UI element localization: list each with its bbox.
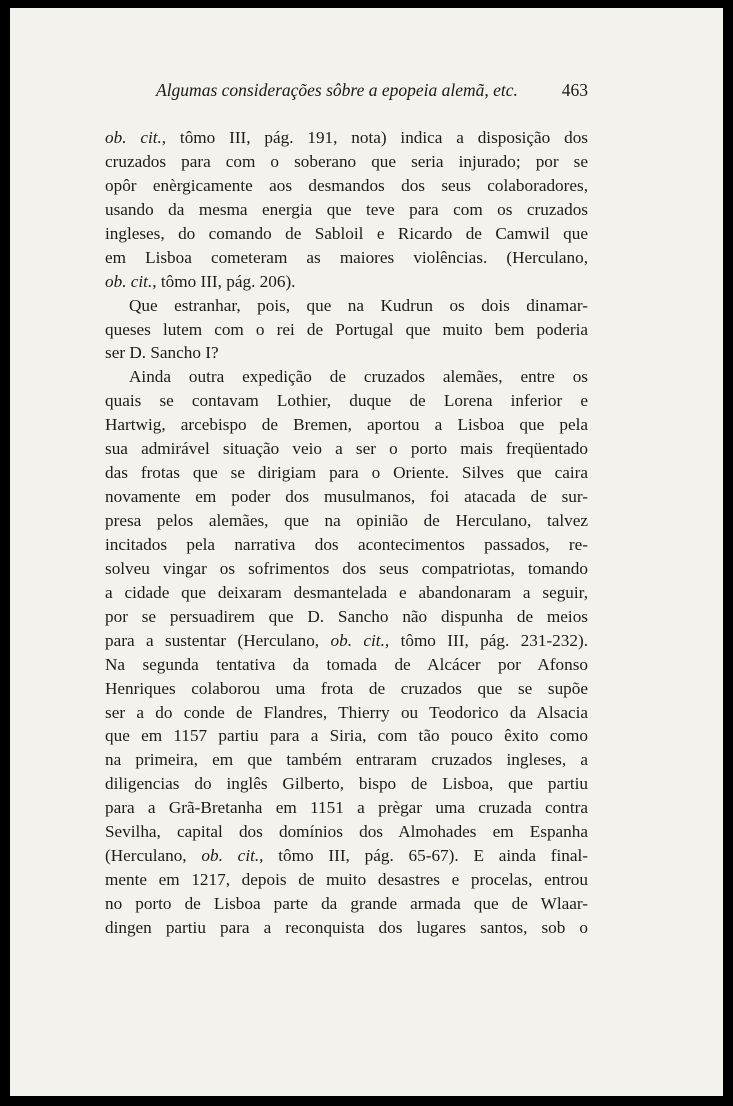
text-line: solveu vingar os sofrimentos dos seus compatriotas, tomando bbox=[105, 558, 588, 578]
citation-italic: ob. cit. bbox=[105, 128, 162, 147]
page-number: 463 bbox=[561, 80, 588, 100]
citation-italic: ob. cit. bbox=[105, 271, 153, 291]
body-text bbox=[105, 126, 588, 940]
running-header bbox=[146, 78, 594, 108]
text-line: usando da mesma energia que teve para com os cruzados bbox=[105, 199, 588, 219]
text-span: para a sustentar (Herculano, bbox=[105, 630, 331, 650]
text-line bbox=[105, 629, 588, 653]
text-line: mente em 1217, depois de muito desastres e procelas, entrou bbox=[105, 870, 588, 890]
paragraph-start-line: Que estranhar, pois, que na Kudrun os dois dinamar- bbox=[129, 295, 588, 315]
text-line: diligencias do inglês Gilberto, bispo de Lisboa, que partiu bbox=[105, 774, 588, 794]
citation-italic: ob. cit., bbox=[201, 846, 264, 866]
text-line: das frotas que se dirigiam para o Oriente. Silves que caira bbox=[105, 463, 588, 483]
text-line: Na segunda tentativa da tomada de Alcácer por Afonso bbox=[105, 654, 588, 674]
text-line bbox=[105, 126, 588, 150]
text-line: opôr enèrgicamente aos desmandos dos seus colaboradores, bbox=[105, 175, 588, 195]
text-line: em Lisboa cometeram as maiores violências. (Herculano, bbox=[105, 247, 588, 267]
text-span: tômo III, pág. 65-67). E ainda final- bbox=[263, 846, 588, 866]
text-span: tômo III, pág. 231-232). bbox=[389, 630, 588, 650]
text-line: por se persuadirem que D. Sancho não dispunha de meios bbox=[105, 606, 588, 626]
text-line: Hartwig, arcebispo de Bremen, aportou a Lisboa que pela bbox=[105, 415, 588, 435]
text-line: ser D. Sancho I? bbox=[105, 343, 219, 363]
text-line: para a Grã-Bretanha em 1151 a prègar uma cruzada contra bbox=[105, 798, 588, 818]
text-line: sua admirável situação veio a ser o porto mais freqüentado bbox=[105, 439, 588, 459]
citation-italic: ob. cit., bbox=[330, 630, 390, 650]
text-line: a cidade que deixaram desmantelada e abandonaram a seguir, bbox=[105, 582, 588, 602]
paragraph-start-line: Ainda outra expedição de cruzados alemães, entre os bbox=[129, 367, 588, 387]
text-line: cruzados para com o soberano que seria injurado; por se bbox=[105, 151, 588, 171]
text-line: Henriques colaborou uma frota de cruzados que se supõe bbox=[105, 678, 588, 698]
text-line: presa pelos alemães, que na opinião de Herculano, talvez bbox=[105, 511, 588, 530]
text-line: novamente em poder dos musulmanos, foi atacada de sur- bbox=[105, 487, 588, 507]
text-line: ser a do conde de Flandres, Thierry ou Teodorico da Alsacia bbox=[105, 702, 588, 722]
text-span: (Herculano, bbox=[105, 846, 202, 866]
text-line: incitados pela narrativa dos acontecimentos passados, re- bbox=[105, 534, 588, 554]
text-line: Sevilha, capital dos domínios dos Almohades em Espanha bbox=[105, 822, 588, 842]
text-line: ingleses, do comando de Sabloil e Ricardo de Camwil que bbox=[105, 223, 588, 243]
text-line: quais se contavam Lothier, duque de Lorena inferior e bbox=[105, 391, 588, 411]
running-title: Algumas considerações sôbre a epopeia alemã, etc. bbox=[156, 80, 518, 100]
text-span: , tômo III, pág. 206). bbox=[152, 271, 296, 291]
text-line: queses lutem com o rei de Portugal que muito bem poderia bbox=[105, 319, 588, 339]
text-line bbox=[105, 270, 588, 294]
text-line: no porto de Lisboa parte da grande armada que de Wlaar- bbox=[105, 894, 588, 913]
text-line: dingen partiu para a reconquista dos lugares santos, sob o bbox=[105, 917, 588, 937]
text-line: na primeira, em que também entraram cruzados ingleses, a bbox=[105, 750, 588, 770]
book-page bbox=[10, 8, 723, 1096]
text-line bbox=[105, 844, 588, 868]
text-line: que em 1157 partiu para a Siria, com tão pouco êxito como bbox=[105, 726, 588, 746]
text-span: , tômo III, pág. 191, nota) indica a disposição dos bbox=[161, 128, 588, 147]
